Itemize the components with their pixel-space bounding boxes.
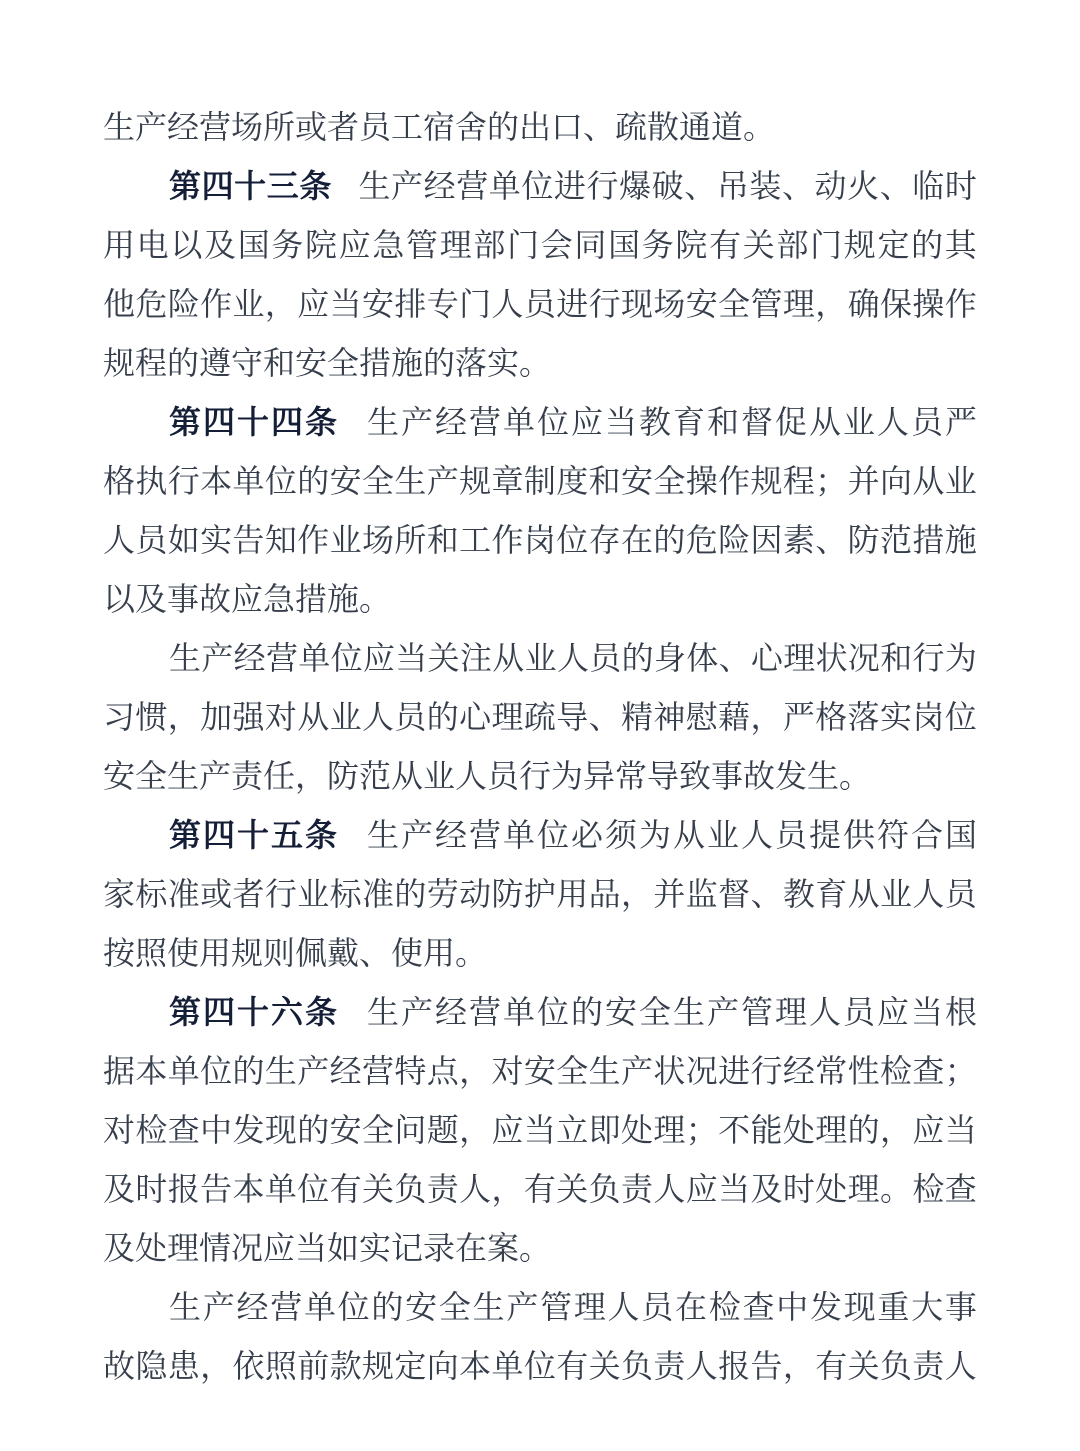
text-line: 生 产 经 营 单 位 的 安 全 生 产 管 理 人 员 在 检 查 中 发 现 重 大 事 — [169, 1289, 977, 1325]
text-line: 他 危 险 作 业 ， 应 当 安 排 专 门 人 员 进 行 现 场 安 全 管 理 ， 确 保 操 作 — [103, 286, 977, 322]
article-gap — [339, 393, 365, 452]
text-line: 家 标 准 或 者 行 业 标 准 的 劳 动 防 护 用 品 ， 并 监 督 、 教 育 从 业 人 员 — [103, 876, 977, 912]
text-line: 对 检 查 中 发 现 的 安 全 问 题 ， 应 当 立 即 处 理 ； 不 能 处 理 的 ， 应 当 — [103, 1112, 977, 1148]
text-line: 规程的遵守和安全措施的落实。 — [103, 345, 552, 381]
text-line: 生 产 经 营 单 位 应 当 关 注 从 业 人 员 的 身 体 、 心 理 状 况 和 行 为 — [169, 640, 977, 676]
text-line-article-43: 第 四 十 三 条 生 产 经 营 单 位 进 行 爆 破 、 吊 装 、 动 火 、 临 时 — [103, 157, 977, 216]
article-gap — [332, 157, 358, 216]
text-line: 故 隐 患 ， 依 照 前 款 规 定 向 本 单 位 有 关 负 责 人 报 告 ， 有 关 负 责 人 — [103, 1348, 977, 1384]
article-gap — [339, 806, 365, 865]
text-line: 按照使用规则佩戴、使用。 — [103, 935, 488, 971]
text-line: 用 电 以 及 国 务 院 应 急 管 理 部 门 会 同 国 务 院 有 关 部 门 规 定 的 其 — [103, 227, 977, 263]
text-line-article-45: 第 四 十 五 条 生 产 经 营 单 位 必 须 为 从 业 人 员 提 供 符 合 国 — [103, 806, 977, 865]
text-line: 据 本 单 位 的 生 产 经 营 特 点 ， 对 安 全 生 产 状 况 进 行 经 常 性 检 查 ； — [103, 1053, 977, 1089]
text-line: 及 时 报 告 本 单 位 有 关 负 责 人 ， 有 关 负 责 人 应 当 及 时 处 理 。 检 查 — [103, 1171, 977, 1207]
text-line: 及处理情况应当如实记录在案。 — [103, 1230, 552, 1266]
text-line-article-46: 第 四 十 六 条 生 产 经 营 单 位 的 安 全 生 产 管 理 人 员 应 当 根 — [103, 983, 977, 1042]
text-line: 以及事故应急措施。 — [103, 581, 392, 617]
article-gap — [339, 983, 365, 1042]
text-line: 习 惯 ， 加 强 对 从 业 人 员 的 心 理 疏 导 、 精 神 慰 藉 ， 严 格 落 实 岗 位 — [103, 699, 977, 735]
text-line: 人 员 如 实 告 知 作 业 场 所 和 工 作 岗 位 存 在 的 危 险 因 素 、 防 范 措 施 — [103, 522, 977, 558]
text-line: 格 执 行 本 单 位 的 安 全 生 产 规 章 制 度 和 安 全 操 作 规 程 ； 并 向 从 业 — [103, 463, 977, 499]
text-line: 生产经营场所或者员工宿舍的出口、疏散通道。 — [103, 109, 776, 145]
text-line: 安全生产责任，防范从业人员行为异常导致事故发生。 — [103, 758, 872, 794]
text-line-article-44: 第 四 十 四 条 生 产 经 营 单 位 应 当 教 育 和 督 促 从 业 人 员 严 — [103, 393, 977, 452]
